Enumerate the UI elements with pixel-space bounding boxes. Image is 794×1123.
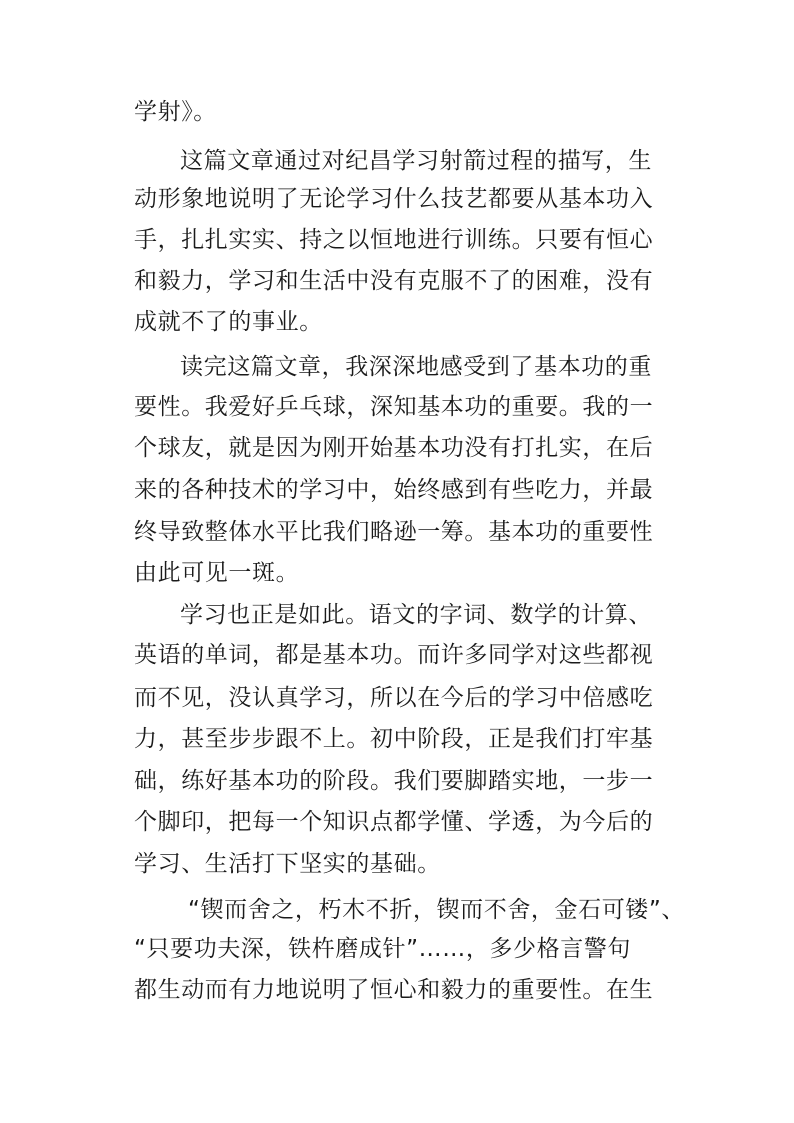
text-line: 读完这篇文章，我深深地感受到了基本功的重: [180, 354, 652, 380]
text-line: 和毅力，学习和生活中没有克服不了的困难，没有: [134, 268, 654, 294]
text-line: “只要功夫深，铁杵磨成针”……，多少格言警句: [134, 936, 632, 962]
text-line: 础，练好基本功的阶段。我们要脚踏实地，一步一: [134, 768, 654, 794]
text-line: 终导致整体水平比我们略逊一筹。基本功的重要性: [134, 519, 654, 545]
text-line: 学射》。: [134, 99, 217, 125]
text-line: 英语的单词，都是基本功。而许多同学对这些都视: [134, 642, 654, 668]
text-line: 个球友，就是因为刚开始基本功没有打扎实，在后: [134, 435, 654, 461]
text-line: 手，扎扎实实、持之以恒地进行训练。只要有恒心: [134, 227, 654, 253]
text-line: 来的各种技术的学习中，始终感到有些吃力，并最: [134, 477, 654, 503]
text-line: 成就不了的事业。: [134, 309, 323, 335]
text-line: 这篇文章通过对纪昌学习射箭过程的描写，生: [180, 148, 652, 174]
text-line: 学习也正是如此。语文的字词、数学的计算、: [180, 602, 652, 628]
text-line: 个脚印，把每一个知识点都学懂、学透，为今后的: [134, 809, 654, 835]
text-line: 都生动而有力地说明了恒心和毅力的重要性。在生: [134, 977, 654, 1003]
text-line: “锲而舍之，朽木不折，锲而不舍，金石可镂”、: [188, 897, 686, 923]
text-line: 而不见，没认真学习，所以在今后的学习中倍感吃: [134, 685, 654, 711]
text-line: 由此可见一斑。: [134, 560, 300, 586]
text-line: 要性。我爱好乒乓球，深知基本功的重要。我的一: [134, 394, 654, 420]
text-line: 学习、生活打下坚实的基础。: [134, 851, 441, 877]
text-line: 动形象地说明了无论学习什么技艺都要从基本功入: [134, 186, 654, 212]
text-line: 力，甚至步步跟不上。初中阶段，正是我们打牢基: [134, 726, 654, 752]
